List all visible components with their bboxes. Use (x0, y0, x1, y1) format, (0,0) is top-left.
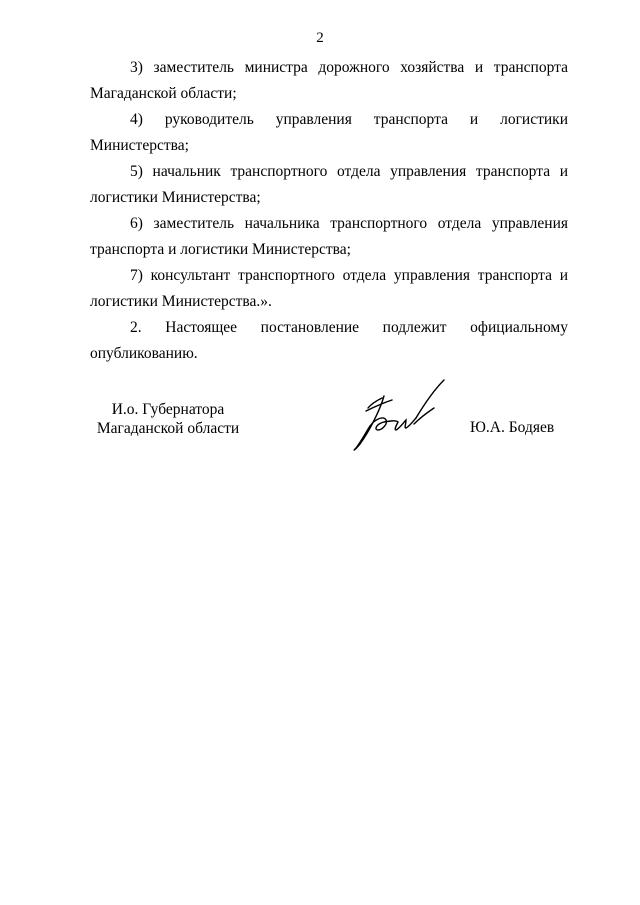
signer-position (88, 400, 248, 438)
signature-stroke-4 (414, 380, 444, 424)
document-body (90, 55, 568, 367)
handwritten-signature (340, 378, 450, 458)
paragraph-item-7: 7) консультант транспортного отдела управления транспорта и логистики Министерства.». (90, 267, 568, 310)
signer-position-line1: И.о. Губернатора (111, 401, 225, 418)
signer-position-line2: Магаданской области (96, 420, 240, 437)
page-number: 2 (316, 30, 324, 46)
paragraph-item-3: 3) заместитель министра дорожного хозяйства и транспорта Магаданской области; (90, 59, 568, 102)
paragraph-item-5: 5) начальник транспортного отдела управления транспорта и логистики Министерства; (90, 163, 568, 206)
paragraph-section-2: 2. Настоящее постановление подлежит официальному опубликованию. (90, 319, 568, 362)
paragraph-item-4: 4) руководитель управления транспорта и логистики Министерства; (90, 111, 568, 154)
signature-stroke-3 (370, 418, 416, 430)
signer-name: Ю.А. Бодяев (470, 419, 555, 436)
paragraph-item-6: 6) заместитель начальника транспортного отдела управления транспорта и логистики Министерства; (90, 215, 568, 258)
